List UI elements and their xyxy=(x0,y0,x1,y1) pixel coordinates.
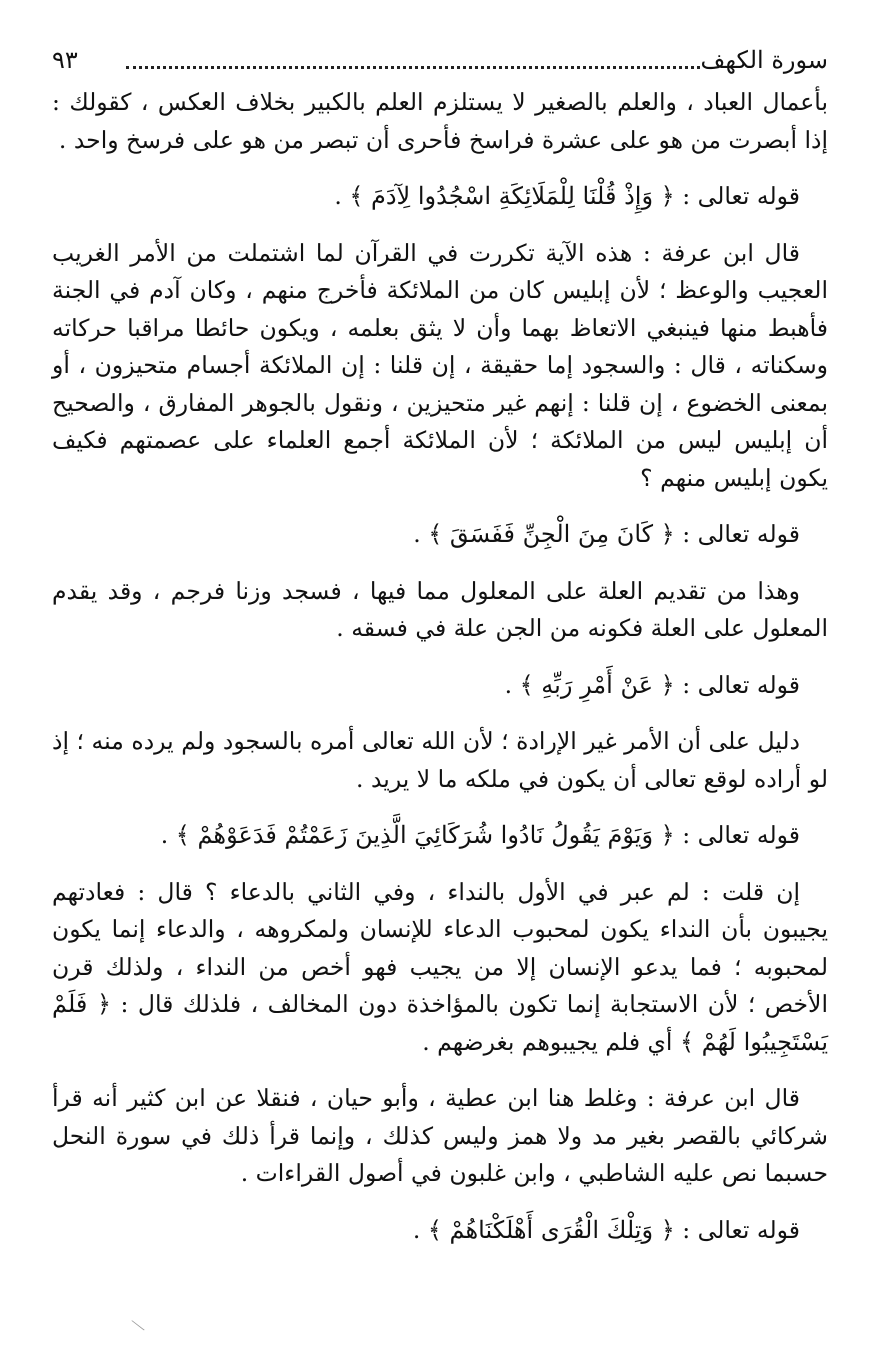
text-line: العجيب والوعظ ؛ لأن إبليس كان من الملائكة فأخرج منهم ، وكان آدم في الجنة xyxy=(52,276,828,304)
paragraph-2 xyxy=(52,235,828,498)
quran-verse: ﴿ كَانَ مِنَ الْجِنِّ فَفَسَقَ ﴾ xyxy=(428,520,675,548)
text-line: فأهبط منها فينبغي الاتعاظ بهما وأن لا يثق بعلمه ، ويكون حائطا مراقبا حركاته xyxy=(52,313,828,342)
text-line: نص عليه الشاطبي ، وابن غلبون في أصول القراءات . xyxy=(240,1159,758,1187)
text-line: إن قلت : لم عبر في الأول بالنداء ، وفي الثاني بالدعاء ؟ قال : فعادتهم يجيبون xyxy=(52,877,828,943)
paragraph-1 xyxy=(52,84,828,159)
text-line: الاستجابة إنما تكون بالمؤاخذة دون المخالف ، فلذلك قال : xyxy=(111,990,699,1018)
surah-title: سورة الكهف xyxy=(700,46,828,74)
text-line: دليل على أن الأمر غير الإرادة ؛ لأن الله تعالى أمره بالسجود ولم يرده منه ؛ إذ لو xyxy=(52,727,828,793)
text-line: أي فلم يجيبوهم بغرضهم . xyxy=(422,1027,673,1056)
verse-lead: قوله تعالى : xyxy=(674,670,800,699)
quran-verse: ﴿ وَيَوْمَ يَقُولُ نَادُوا شُرَكَائِيَ الَّذِينَ زَعَمْتُمْ فَدَعَوْهُمْ ﴾ xyxy=(175,821,675,849)
verse-line-3 xyxy=(52,667,828,705)
text-line: بأن النداء يكون لمحبوب الدعاء للإنسان ولمكروهه ، والدعاء إنما يكون لمحبوبه ؛ فما xyxy=(52,915,828,981)
paragraph-6 xyxy=(52,1080,828,1193)
paragraph-5 xyxy=(52,874,828,1062)
text-line: يدعو الإنسان إلا من يجيب فهو أخص من النداء ، ولذلك قرن الأخص ؛ لأن xyxy=(52,952,828,1018)
page-number: ٩٣ xyxy=(52,46,78,74)
text-line: وسكناته ، قال : والسجود إما حقيقة ، إن قلنا : إن الملائكة أجسام متحيزون ، أو xyxy=(52,351,828,379)
text-line: قال ابن عرفة : وغلط هنا ابن عطية ، وأبو حيان ، فنقلا عن ابن كثير أنه قرأ xyxy=(52,1084,800,1112)
verse-end: . xyxy=(160,821,176,849)
text-line: المعلول على العلة فكونه من الجن علة في فسقه . xyxy=(336,614,828,642)
text-line: إبليس ليس من الملائكة ؛ لأن الملائكة أجمع العلماء على عصمتهم فكيف يكون xyxy=(52,426,828,492)
page-header xyxy=(52,40,828,84)
verse-line-4 xyxy=(52,817,828,855)
text-line: أبصرت من هو على عشرة فراسخ فأحرى أن تبصر من هو على فرسخ واحد . xyxy=(58,125,797,154)
text-line: شركائي بالقصر بغير مد ولا همز وليس كذلك ، وإنما قرأ ذلك في سورة النحل حسبما xyxy=(52,1121,828,1187)
paragraph-3 xyxy=(52,573,828,648)
verse-end: . xyxy=(334,182,350,210)
quran-verse: ﴿ فَلَمْ يَسْتَجِيبُوا لَهُمْ ﴾ xyxy=(52,990,828,1056)
text-line: وهذا من تقديم العلة على المعلول مما فيها ، فسجد وزنا فرجم ، وقد يقدم xyxy=(52,576,800,605)
verse-end: . xyxy=(413,520,429,548)
text-line: قال ابن عرفة : هذه الآية تكررت في القرآن لما اشتملت من الأمر الغريب xyxy=(52,238,800,267)
verse-lead: قوله تعالى : xyxy=(674,821,800,849)
verse-lead: قوله تعالى : xyxy=(674,520,800,548)
quran-verse: ﴿ وَتِلْكَ الْقُرَى أَهْلَكْنَاهُمْ ﴾ xyxy=(427,1215,675,1244)
verse-line-5 xyxy=(52,1212,828,1250)
text-line: بأعمال العباد ، والعلم بالصغير لا يستلزم العلم بالكبير بخلاف العكس ، كقولك : إذا xyxy=(52,88,828,154)
verse-end: . xyxy=(412,1215,428,1244)
text-line: بمعنى الخضوع ، إن قلنا : إنهم غير متحيزين ، ونقول بالجوهر المفارق ، والصحيح أن xyxy=(52,388,828,454)
book-page xyxy=(52,40,828,1263)
text-line: إبليس منهم ؟ xyxy=(640,463,772,492)
verse-line-1 xyxy=(52,178,828,216)
verse-end: . xyxy=(504,670,520,699)
verse-lead: قوله تعالى : xyxy=(674,182,800,210)
text-line: أراده لوقع تعالى أن يكون في ملكه ما لا يريد . xyxy=(356,764,802,793)
header-dotted-rule xyxy=(126,66,700,69)
verse-lead: قوله تعالى : xyxy=(674,1215,800,1244)
margin-mark: ⟍ xyxy=(130,1315,146,1336)
verse-line-2 xyxy=(52,516,828,554)
quran-verse: ﴿ وَإِذْ قُلْنَا لِلْمَلَائِكَةِ اسْجُدُوا لِآدَمَ ﴾ xyxy=(349,182,675,210)
paragraph-4 xyxy=(52,723,828,798)
quran-verse: ﴿ عَنْ أَمْرِ رَبِّهِ ﴾ xyxy=(519,670,675,699)
page-body xyxy=(52,84,828,1249)
